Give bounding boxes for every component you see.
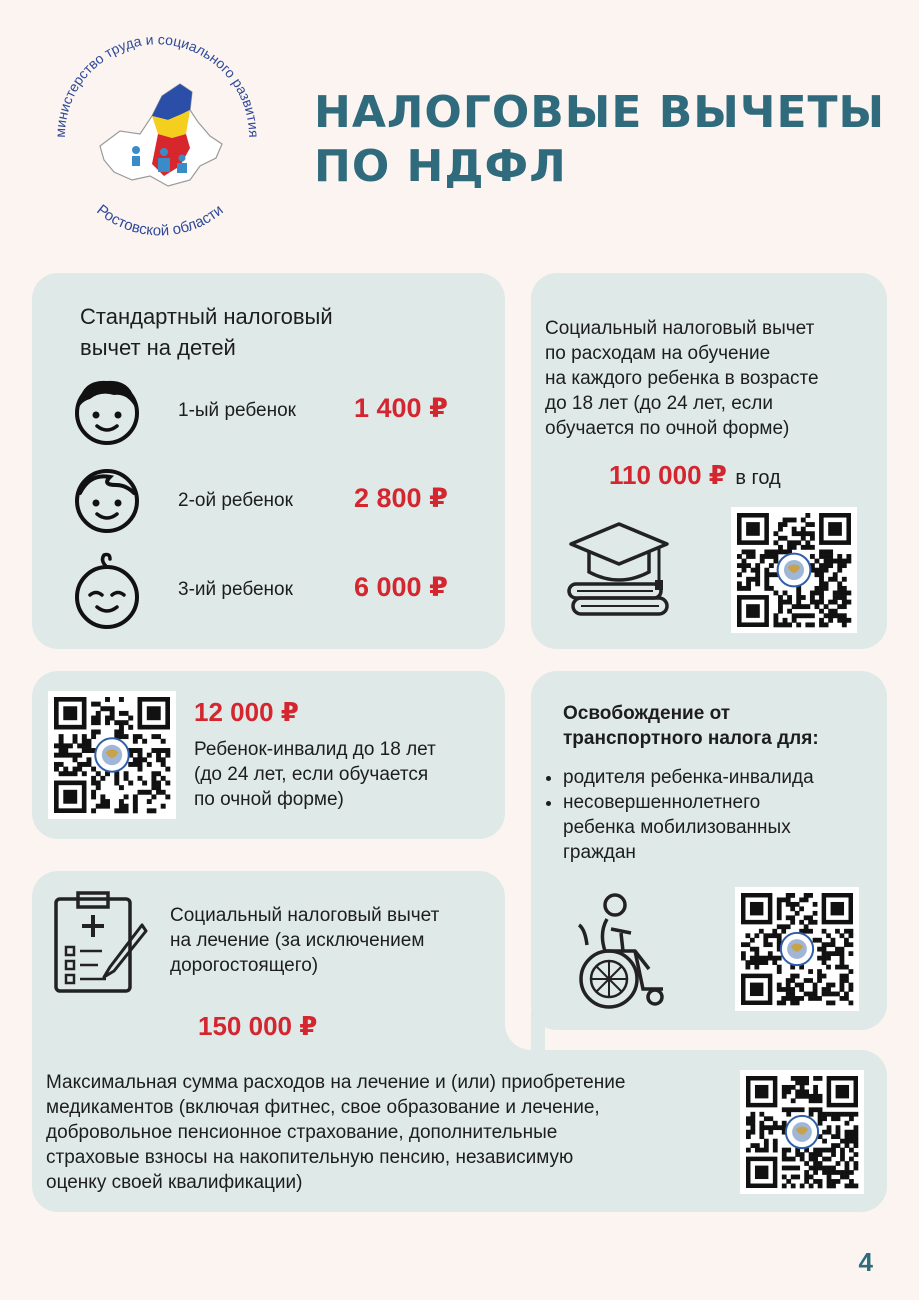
max-line-2: медикаментов (включая фитнес, свое образование и лечение, [46, 1097, 600, 1118]
transport-title-line-2: транспортного налога для: [563, 728, 819, 749]
children-deduction-card [32, 273, 505, 649]
transport-bullet-2-line-2: ребенка мобилизованных [563, 817, 791, 838]
wheelchair-icon [571, 889, 671, 1011]
max-sum-text [46, 1070, 746, 1195]
treatment-line-3: дорогостоящего) [170, 955, 319, 976]
disabled-child-amount: 12 000 ₽ [194, 697, 299, 727]
baby-face-icon [70, 551, 144, 631]
transport-bullet-1: • родителя ребенка-инвалида [563, 765, 893, 790]
disabled-child-qr-code[interactable] [48, 691, 176, 819]
max-line-4: страховые взносы на накопительную пенсию, независимую [46, 1147, 574, 1168]
treatment-card-text [170, 903, 439, 978]
child-row-2-amount: 2 800 ₽ [354, 483, 448, 513]
education-line-5: обучается по очной форме) [545, 418, 790, 439]
disabled-child-card [32, 671, 505, 839]
transport-qr-code[interactable] [735, 887, 859, 1011]
title-line-1: НАЛОГОВЫЕ ВЫЧЕТЫ [314, 87, 886, 138]
medical-clipboard-icon [50, 885, 148, 997]
max-line-3: добровольное пенсионное страхование, дополнительные [46, 1122, 558, 1143]
max-line-1: Максимальная сумма расходов на лечение и (или) приобретение [46, 1072, 626, 1093]
page-number: 4 [858, 1247, 873, 1277]
disabled-line-3: по очной форме) [194, 789, 344, 810]
max-line-5: оценку своей квалификации) [46, 1172, 303, 1193]
ministry-logo [40, 26, 270, 256]
children-title-line-2: вычет на детей [80, 335, 236, 360]
transport-bullet-2 [563, 790, 893, 865]
logo-arc-top-text: министерство труда и социального развития [51, 31, 263, 138]
education-line-3: на каждого ребенка в возрасте [545, 368, 819, 389]
children-card-title [80, 301, 333, 363]
page-title [314, 86, 894, 194]
title-line-2: ПО НДФЛ [314, 141, 567, 192]
treatment-line-1: Социальный налоговый вычет [170, 905, 440, 926]
child-row-1-amount: 1 400 ₽ [354, 393, 448, 423]
child-row-2-label: 2-ой ребенок [178, 490, 293, 511]
children-title-line-1: Стандартный налоговый [80, 304, 333, 329]
child-row-3-amount: 6 000 ₽ [354, 572, 448, 602]
disabled-child-text [194, 737, 436, 812]
transport-bullet-2-line-3: граждан [563, 842, 636, 863]
svg-text:Ростовской области [93, 201, 226, 239]
child-row-1-label: 1-ый ребенок [178, 400, 296, 421]
education-period: в год [735, 467, 781, 489]
logo-arc-bottom-text: Ростовской области [93, 201, 227, 240]
education-line-1: Социальный налоговый вычет [545, 318, 815, 339]
transport-card-title [563, 701, 819, 751]
boy-face-icon [70, 373, 144, 447]
transport-title-line-1: Освобождение от [563, 703, 731, 724]
child-row-3-label: 3-ий ребенок [178, 579, 293, 600]
treatment-line-2: на лечение (за исключением [170, 930, 425, 951]
graduation-books-icon [563, 518, 675, 620]
education-line-2: по расходам на обучение [545, 343, 771, 364]
education-amount-line [609, 460, 781, 491]
education-amount: 110 000 ₽ [609, 460, 727, 490]
education-line-4: до 18 лет (до 24 лет, если [545, 393, 773, 414]
child-face-icon [70, 463, 144, 537]
education-qr-code[interactable] [731, 507, 857, 633]
disabled-line-2: (до 24 лет, если обучается [194, 764, 429, 785]
transport-bullet-list [543, 765, 893, 865]
education-card-text [545, 316, 885, 441]
treatment-amount: 150 000 ₽ [198, 1011, 318, 1041]
max-sum-qr-code[interactable] [740, 1070, 864, 1194]
disabled-line-1: Ребенок-инвалид до 18 лет [194, 739, 436, 760]
transport-tax-card [531, 671, 887, 1030]
transport-bullet-2-line-1: несовершеннолетнего [563, 792, 761, 813]
max-sum-card [32, 1050, 887, 1212]
education-deduction-card [531, 273, 887, 649]
